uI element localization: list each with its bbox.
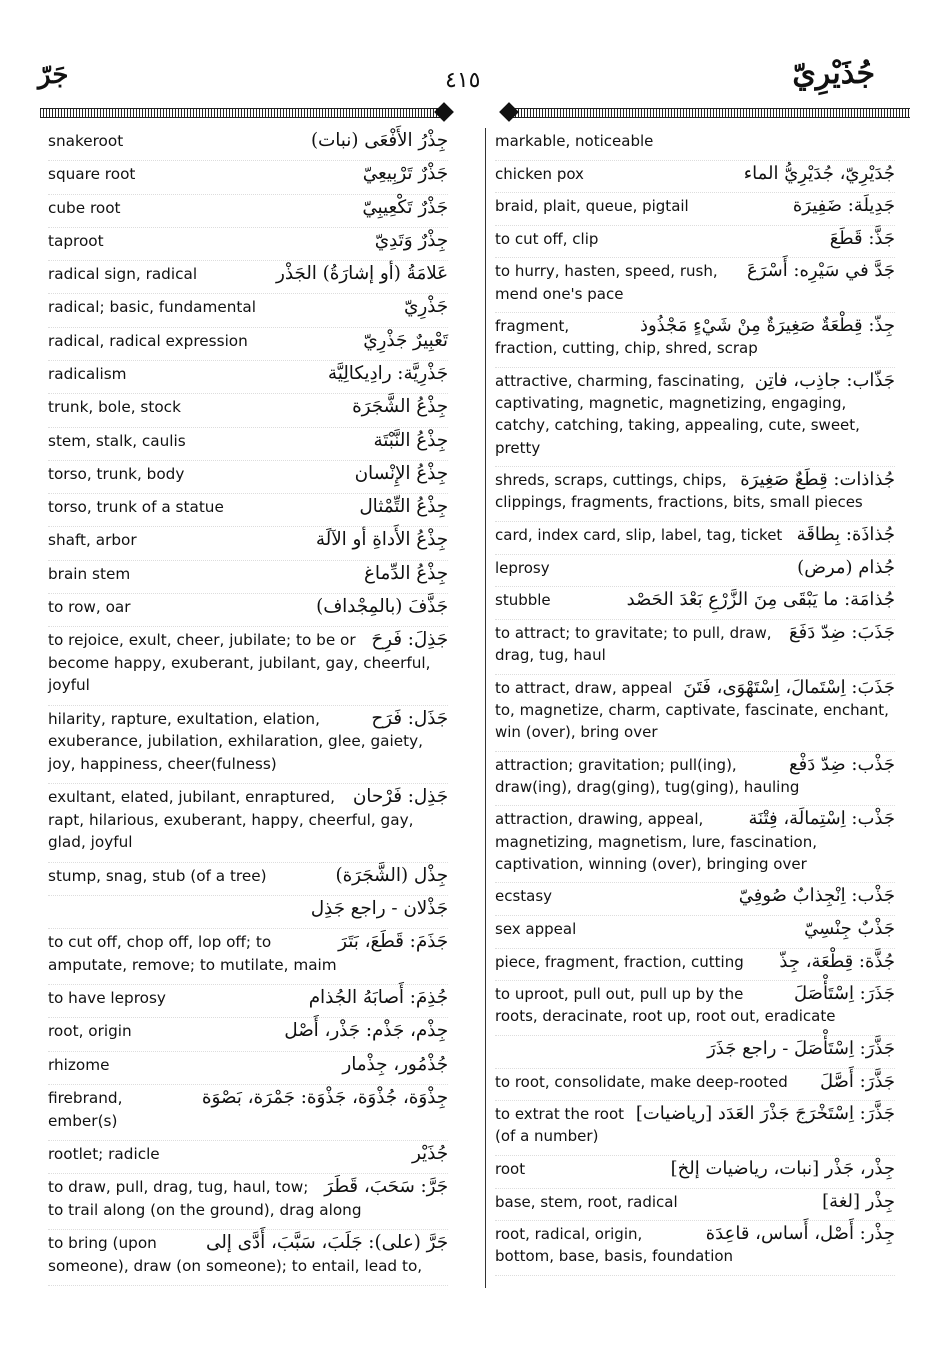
english-definition: attractive, charming, fascinating, captivating, magnetic, magnetizing, engaging, catchy, catching, taking, appealing, cute, sweet, pretty — [495, 371, 860, 457]
english-definition: leprosy — [495, 558, 550, 577]
english-definition: to uproot, pull out, pull up by the roots, deracinate, root up, root out, eradicate — [495, 985, 836, 1026]
dictionary-entry — [48, 328, 448, 361]
dictionary-entry — [495, 981, 895, 1036]
dictionary-entry — [495, 368, 895, 467]
english-definition: radical sign, radical — [48, 265, 198, 284]
dictionary-entry — [495, 1069, 895, 1102]
arabic-headword: جَذْب: اِنْجِذابٌ صُوفِيّ — [738, 885, 895, 907]
dictionary-entry — [495, 587, 895, 620]
diamond-ornament-right-icon — [499, 102, 519, 122]
dictionary-entry — [48, 161, 448, 194]
dictionary-entry — [48, 1085, 448, 1141]
english-definition: root, origin — [48, 1022, 132, 1041]
arabic-headword: جَذّاب: جاذِب، فاتِن — [754, 369, 895, 391]
diamond-ornament-left-icon — [434, 102, 454, 122]
dictionary-entry — [495, 313, 895, 368]
dictionary-entry — [48, 261, 448, 294]
dictionary-entry — [495, 1221, 895, 1276]
arabic-headword: جَذْب: اِسْتِمالَة، فِتْنَة — [748, 808, 895, 830]
english-definition: to extrat the root (of a number) — [495, 1105, 625, 1146]
english-definition: firebrand, ember(s) — [48, 1088, 123, 1130]
arabic-headword: جِذْم، جَذْم: جَذْر، أَصْل — [284, 1020, 448, 1042]
arabic-headword: عَلامَةُ (أو إشارَةُ) الجَذْر — [276, 263, 448, 285]
english-definition: ecstasy — [495, 887, 553, 906]
dictionary-entry — [495, 752, 895, 807]
english-definition: to bring (upon someone), draw (on someone); to entail, lead to, — [48, 1233, 423, 1275]
dictionary-entry — [495, 1156, 895, 1189]
english-definition: shreds, scraps, cuttings, chips, clippings, fragments, fractions, bits, small pieces — [495, 471, 863, 512]
arabic-headword: جَذْرِيّ — [404, 296, 448, 318]
arabic-headword: جَذَّرَ: اِسْتَخْرَجَ جَذْرَ العَدَد [رياضيات] — [635, 1103, 895, 1125]
page-number: ٤١٥ — [445, 68, 481, 93]
arabic-headword: جَذْرِيَّة: رادِيكالِيَّة — [327, 362, 448, 384]
arabic-headword: جَذْرٌ تَكْعِيبِيّ — [362, 196, 448, 218]
english-definition: square root — [48, 165, 136, 184]
arabic-headword: جَرَّ: سَحَبَ، قَطَرَ — [324, 1176, 448, 1198]
arabic-headword: جَذِل: فَرْحان — [352, 786, 448, 808]
arabic-headword: جُذَّة: قِطْعَة، جِذّ — [779, 950, 895, 972]
english-definition: shaft, arbor — [48, 531, 137, 550]
arabic-headword: جَذَّ: قَطَعَ — [829, 227, 895, 249]
arabic-headword: جَذِلَ: فَرِحَ — [371, 629, 448, 651]
english-definition: brain stem — [48, 564, 131, 583]
english-definition: to row, oar — [48, 597, 131, 616]
guide-word-last: جَرّ — [38, 60, 69, 90]
dictionary-entry — [48, 863, 448, 896]
dictionary-entry — [495, 806, 895, 883]
dictionary-entry — [48, 594, 448, 627]
english-definition: taproot — [48, 231, 104, 250]
left-column — [48, 128, 448, 1286]
english-definition: radicalism — [48, 364, 127, 383]
arabic-headword: جَذَل: فَرَح — [371, 707, 448, 729]
arabic-headword: جَدِيلَة: ضَفِيرَة — [792, 195, 895, 217]
dictionary-entry — [495, 555, 895, 588]
english-definition: stem, stalk, caulis — [48, 431, 186, 450]
arabic-cross-reference: جَذَّرَ: اِسْتَأْصَلَ - راجع جَذَرَ — [707, 1037, 895, 1059]
arabic-headword: جَذَرَ: اِسْتَأْصَلَ — [794, 983, 895, 1005]
arabic-headword: جِذْر [لغة] — [822, 1190, 895, 1212]
header-rule-left — [40, 108, 440, 118]
arabic-headword: جَرَّ (على): جَلَبَ، سَبَّبَ، أَدَّى إلى — [206, 1231, 448, 1253]
english-definition: cube root — [48, 198, 121, 217]
english-definition: rhizome — [48, 1055, 110, 1074]
arabic-headword: جُذام (مرض) — [797, 556, 895, 578]
arabic-headword: جِذّ: قِطْعَةٌ صَغِيرَةٌ مِنْ شَيْءٍ مَجْذُوذ — [639, 315, 895, 337]
english-definition: radical, radical expression — [48, 331, 248, 350]
english-definition: trunk, bole, stock — [48, 398, 181, 417]
arabic-headword: جِذْرٌ وَتَدِيّ — [374, 229, 448, 251]
dictionary-entry — [495, 675, 895, 752]
column-divider — [485, 128, 486, 1288]
english-definition: torso, trunk of a statue — [48, 498, 224, 517]
arabic-headword: جُذاذات: قِطَعٌ صَغِيرَة — [740, 469, 895, 491]
arabic-headword: جُذِمَ: أَصابَهُ الجُذام — [308, 987, 448, 1009]
english-definition: attraction, drawing, appeal, magnetizing, magnetism, lure, fascination, captivation, winning (over), bringing over — [495, 810, 817, 873]
arabic-headword: جِذْرُ الأَفْعَى (نبات) — [310, 130, 448, 151]
dictionary-entry — [495, 522, 895, 555]
arabic-headword: تَعْبِيرٌ جَذْرِيّ — [363, 329, 448, 351]
dictionary-entry — [48, 1052, 448, 1085]
arabic-headword: جَذَبَ: ضِدّ دَفَعَ — [789, 621, 895, 643]
dictionary-entry — [48, 494, 448, 527]
english-definition: to cut off, clip — [495, 229, 599, 248]
english-definition: attraction; gravitation; pull(ing), draw(ing), drag(ging), tug(ging), hauling — [495, 755, 800, 796]
dictionary-entry — [495, 1101, 895, 1156]
dictionary-entry — [48, 527, 448, 560]
english-definition: root — [495, 1159, 526, 1178]
dictionary-entry — [48, 394, 448, 427]
dictionary-entry — [495, 1036, 895, 1069]
english-definition: exultant, elated, jubilant, enraptured, rapt, hilarious, exuberant, happy, cheerful, gay, glad, joyful — [48, 788, 414, 852]
dictionary-entry — [48, 195, 448, 228]
dictionary-entry — [48, 706, 448, 784]
english-definition: to cut off, chop off, lop off; to amputate, remove; to mutilate, maim — [48, 933, 337, 974]
arabic-headword: جُذامَة: ما يَبْقَى مِنَ الزَّرْعِ بَعْدَ الحَصْد — [626, 589, 895, 611]
arabic-headword: جِذْعُ النَّبْتَة — [373, 429, 448, 451]
arabic-headword: جَذْب: ضِدّ دَفْع — [789, 753, 895, 775]
english-definition: card, index card, slip, label, tag, ticket — [495, 525, 783, 544]
english-definition: hilarity, rapture, exultation, elation, exuberance, jubilation, exhilaration, glee, gaiety, joy, happiness, cheer(fulness) — [48, 709, 423, 773]
english-definition: fragment, fraction, cutting, chip, shred, scrap — [495, 317, 758, 358]
english-definition: chicken pox — [495, 164, 584, 183]
dictionary-entry — [495, 949, 895, 982]
english-definition: snakeroot — [48, 132, 124, 150]
english-definition: piece, fragment, fraction, cutting — [495, 952, 744, 971]
dictionary-entry — [48, 294, 448, 327]
dictionary-entry — [495, 916, 895, 949]
arabic-headword: جَذَبَ: اِسْتَمالَ، اِسْتَهْوَى، فَتَنَ — [683, 676, 895, 698]
arabic-headword: جُذْمُور، جِذْمار — [342, 1053, 448, 1075]
right-column — [495, 128, 895, 1276]
dictionary-entry — [48, 1174, 448, 1230]
english-definition: sex appeal — [495, 919, 577, 938]
english-definition: to root, consolidate, make deep-rooted — [495, 1072, 788, 1091]
dictionary-entry — [48, 361, 448, 394]
arabic-headword: جِذْعُ الإِنْسان — [354, 462, 448, 484]
dictionary-entry — [48, 627, 448, 705]
arabic-headword: جِذْل (الشَّجَرَة) — [335, 864, 448, 886]
arabic-headword: جِذْعُ الدِّماغ — [364, 562, 448, 584]
english-definition: to draw, pull, drag, tug, haul, tow; to trail along (on the ground), drag along — [48, 1178, 362, 1219]
dictionary-entry — [495, 193, 895, 226]
arabic-headword: جُدَيْرِيّ، جُدَيْرِيُّ الماء — [743, 162, 895, 184]
dictionary-entry — [495, 128, 895, 161]
english-definition: to have leprosy — [48, 989, 166, 1008]
arabic-headword: جِذْوَة، جُذْوَة، جَذْوَة: جَمْرَة، بَصْوَة — [201, 1086, 448, 1108]
arabic-headword: جُذاذَة: بِطاقَة — [796, 523, 895, 545]
arabic-headword: جِذْر: أَصْل، أَساس، قاعِدَة — [705, 1223, 895, 1245]
english-definition: markable, noticeable — [495, 132, 654, 150]
arabic-headword: جَذْرٌ تَرْبِيعِيّ — [362, 163, 448, 185]
english-definition: to attract; to gravitate; to pull, draw, drag, tug, haul — [495, 623, 772, 664]
arabic-headword: جَذَمَ: قَطَعَ، بَتَرَ — [338, 931, 448, 953]
dictionary-entry — [48, 461, 448, 494]
dictionary-entry — [48, 929, 448, 985]
dictionary-entry — [495, 258, 895, 313]
english-definition: torso, trunk, body — [48, 464, 185, 483]
english-definition: to hurry, hasten, speed, rush, mend one's pace — [495, 262, 718, 303]
dictionary-entry — [48, 428, 448, 461]
arabic-headword: جَذَّرَ: أَصَّلَ — [820, 1070, 895, 1092]
english-definition: braid, plait, queue, pigtail — [495, 197, 689, 216]
guide-word-first: جُذَيْرِيّ — [792, 56, 875, 91]
arabic-headword: جَذْبٌ جِنْسِيّ — [804, 917, 895, 939]
english-definition: to rejoice, exult, cheer, jubilate; to be or become happy, exuberant, jubilant, gay, cheerful, joyful — [48, 631, 431, 695]
english-definition: stubble — [495, 591, 551, 610]
dictionary-entry — [48, 1230, 448, 1286]
arabic-headword: جِذْعُ الأَداةِ أو الآلَة — [315, 529, 448, 551]
dictionary-entry — [495, 161, 895, 194]
dictionary-entry — [48, 896, 448, 929]
arabic-headword: جَذَّفَ (بالمِجْداف) — [316, 595, 448, 617]
dictionary-entry — [495, 620, 895, 675]
english-definition: radical; basic, fundamental — [48, 298, 256, 317]
arabic-headword: جِذْعُ الشَّجَرَة — [352, 396, 448, 418]
dictionary-entry — [48, 561, 448, 594]
dictionary-entry — [48, 1141, 448, 1174]
dictionary-entry — [495, 883, 895, 916]
arabic-headword: جِذْعُ التِّمْثال — [359, 496, 448, 518]
english-definition: base, stem, root, radical — [495, 1192, 678, 1211]
english-definition: rootlet; radicle — [48, 1144, 160, 1163]
dictionary-entry — [48, 1018, 448, 1051]
dictionary-entry — [48, 985, 448, 1018]
dictionary-entry — [495, 1189, 895, 1222]
dictionary-entry — [495, 226, 895, 259]
arabic-headword: جِذْر، جَذْر [نبات، رياضيات إلخ] — [670, 1157, 895, 1179]
header-rule-right — [512, 108, 910, 118]
english-definition: root, radical, origin, bottom, base, basis, foundation — [495, 1225, 734, 1266]
arabic-headword: جَدَّ في سَيْرِه: أَسْرَعَ — [746, 260, 895, 282]
arabic-headword: جُذَيْر — [411, 1142, 448, 1164]
english-definition: to attract, draw, appeal to, magnetize, charm, captivate, fascinate, enchant, win (over), bring over — [495, 678, 889, 741]
english-definition: stump, snag, stub (of a tree) — [48, 866, 267, 885]
page-header — [0, 0, 930, 130]
dictionary-entry — [48, 228, 448, 261]
dictionary-entry — [495, 467, 895, 522]
dictionary-entry — [48, 784, 448, 862]
arabic-cross-reference: جَذْلان - راجع جَذِل — [310, 897, 448, 919]
dictionary-entry — [48, 128, 448, 161]
